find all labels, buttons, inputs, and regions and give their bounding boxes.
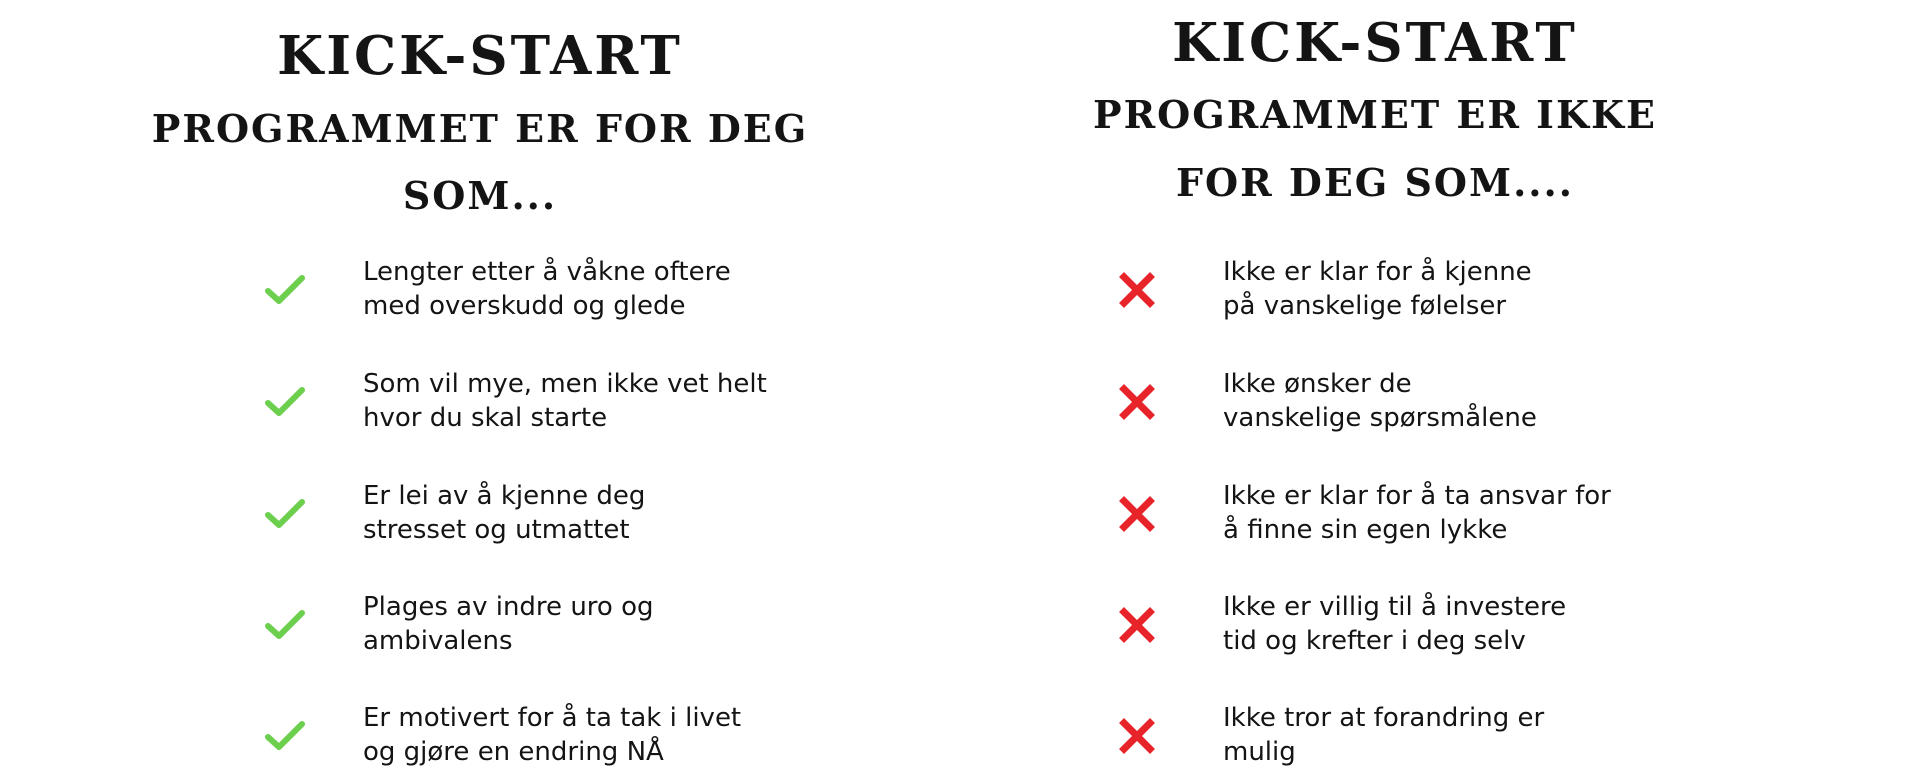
list-item (1005, 701, 1745, 771)
not-for-you-column (1005, 0, 1745, 767)
list-item-text: Er motivert for å ta tak i livet og gjøre en endring NÅ (363, 703, 742, 767)
list-item (1005, 590, 1745, 660)
list-item (110, 255, 850, 325)
list-item (1005, 255, 1745, 325)
check-icon (263, 380, 307, 424)
list-item (110, 701, 850, 771)
cross-icon (1115, 714, 1159, 758)
not-for-you-subtitle: PROGRAMMET ER IKKE FOR DEG SOM.... (1093, 92, 1657, 205)
list-item (1005, 479, 1745, 549)
for-you-column (110, 0, 850, 767)
list-item-text: Ikke er klar for å ta ansvar for å finne sin egen lykke (1223, 481, 1611, 545)
list-item-text: Som vil mye, men ikke vet helt hvor du skal starte (363, 369, 767, 433)
check-icon (263, 603, 307, 647)
cross-icon (1115, 380, 1159, 424)
list-item (110, 590, 850, 660)
for-you-subtitle: PROGRAMMET ER FOR DEG SOM... (151, 106, 809, 218)
list-item (110, 479, 850, 549)
cross-icon (1115, 268, 1159, 312)
check-icon (263, 268, 307, 312)
cross-icon (1115, 603, 1159, 647)
list-item-text: Ikke tror at forandring er mulig (1223, 703, 1545, 767)
cross-icon (1115, 492, 1159, 536)
list-item-text: Ikke er villig til å investere tid og krefter i deg selv (1223, 592, 1567, 656)
list-item-text: Plages av indre uro og ambivalens (363, 592, 654, 656)
list-item-text: Lengter etter å våkne oftere med overskudd og glede (363, 257, 731, 321)
list-item-text: Ikke er klar for å kjenne på vanskelige følelser (1223, 257, 1532, 321)
check-icon (263, 714, 307, 758)
check-icon (263, 492, 307, 536)
list-item (1005, 367, 1745, 437)
list-item-text: Ikke ønsker de vanskelige spørsmålene (1223, 369, 1537, 433)
not-for-you-heading (1005, 0, 1745, 217)
not-for-you-title: KICK-START (1172, 12, 1578, 74)
for-you-title: KICK-START (277, 25, 683, 87)
list-item (110, 367, 850, 437)
list-item-text: Er lei av å kjenne deg stresset og utmattet (363, 481, 646, 545)
for-you-heading (110, 0, 850, 229)
